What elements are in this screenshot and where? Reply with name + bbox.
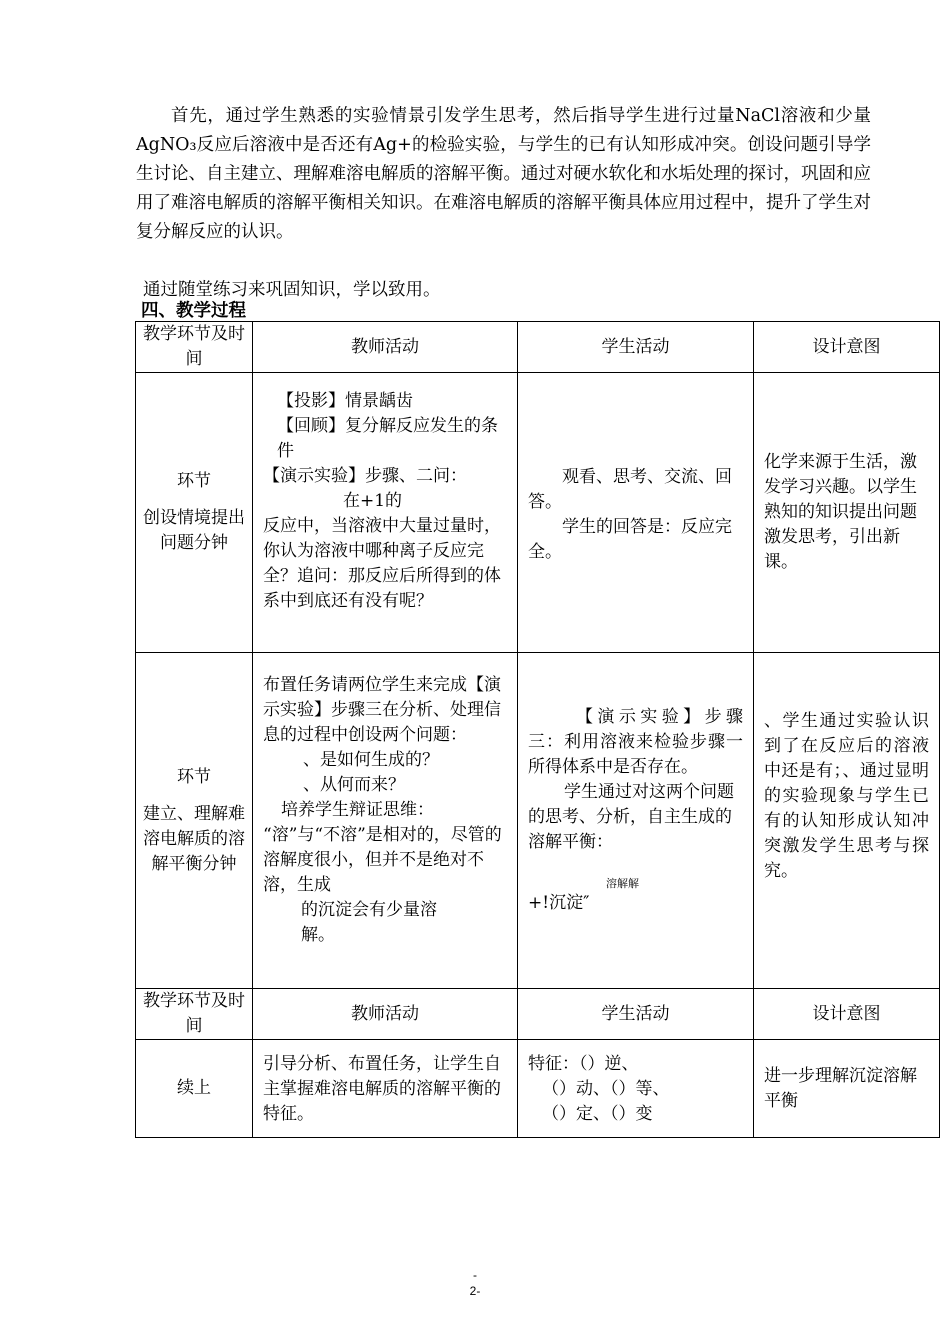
table-row <box>136 1040 940 1138</box>
student-cell: 【演示实验】步骤三：利用溶液来检验步骤一所得体系中是否存在。 学生通过对这两个问题的思考、分析，自主生成的溶解平衡： 溶解解 +!沉淀″ <box>518 653 754 989</box>
teacher-cell: 【投影】情景龋齿 【回顾】复分解反应发生的条件 【演示实验】步骤、二问： 在+1的 反应中，当溶液中大量过量时，你认为溶液中哪种离子反应完全？追问：那反应后所得到的体系中到底还有没有呢？ <box>253 373 518 653</box>
intent-cell: 、学生通过实验认识到了在反应后的溶液中还是有；、通过显明的实验现象与学生已有的认知形成认知冲突激发学生思考与探究。 <box>754 653 940 989</box>
header-stage: 教学环节及时间 <box>136 989 253 1040</box>
table-row <box>136 373 940 653</box>
teaching-process-table <box>135 321 940 1138</box>
section-heading: 四、教学过程 <box>141 301 246 321</box>
header-teacher: 教师活动 <box>253 322 518 373</box>
teacher-cell: 布置任务请两位学生来完成【演示实验】步骤三在分析、处理信息的过程中创设两个问题： 、是如何生成的？ 、从何而来？ 培养学生辩证思维： “溶”与“不溶”是相对的，尽管的溶解度很小，但并不是绝对不溶，生成 的沉淀会有少量溶 解。 <box>253 653 518 989</box>
footer-dash: - <box>473 1268 477 1282</box>
header-intent: 设计意图 <box>754 322 940 373</box>
header-intent: 设计意图 <box>754 989 940 1040</box>
teacher-cell: 引导分析、布置任务，让学生自主掌握难溶电解质的溶解平衡的特征。 <box>253 1040 518 1138</box>
stage-cell <box>136 653 253 989</box>
intent-cell: 化学来源于生活，激发学习兴趣。以学生熟知的知识提出问题激发思考，引出新课。 <box>754 373 940 653</box>
header-student: 学生活动 <box>518 322 754 373</box>
intro-paragraph <box>136 102 871 247</box>
table-row <box>136 653 940 989</box>
stage-label: 环节 <box>177 766 211 787</box>
header-student: 学生活动 <box>518 989 754 1040</box>
practice-sentence: 通过随堂练习来巩固知识，学以致用。 <box>143 280 441 300</box>
stage-cell: 续上 <box>136 1040 253 1138</box>
student-cell: 特征：（）逆、 （）动、（）等、 （）定、（）变 <box>518 1040 754 1138</box>
table-header-row <box>136 322 940 373</box>
intro-text: 首先，通过学生熟悉的实验情景引发学生思考，然后指导学生进行过量NaCl溶液和少量AgNO₃反应后溶液中是否还有Ag+的检验实验，与学生的已有认知形成冲突。创设问题引导学生讨论、自主建立、理解难溶电解质的溶解平衡。通过对硬水软化和水垢处理的探讨，巩固和应用了难溶电解质的溶解平衡相关知识。在难溶电解质的溶解平衡具体应用过程中，提升了学生对复分解反应的认识。 <box>136 106 871 242</box>
student-cell: 观看、思考、交流、回答。 学生的回答是：反应完全。 <box>518 373 754 653</box>
intent-cell: 进一步理解沉淀溶解平衡 <box>754 1040 940 1138</box>
page-number: 2- <box>469 1284 481 1298</box>
stage-title: 建立、理解难溶电解质的溶解平衡分钟 <box>143 803 245 874</box>
stage-title: 创设情境提出问题分钟 <box>143 508 245 553</box>
stage-label: 环节 <box>177 471 211 491</box>
header-teacher: 教师活动 <box>253 989 518 1040</box>
stage-cell <box>136 373 253 653</box>
table-header-row <box>136 989 940 1040</box>
header-stage: 教学环节及时间 <box>136 322 253 373</box>
